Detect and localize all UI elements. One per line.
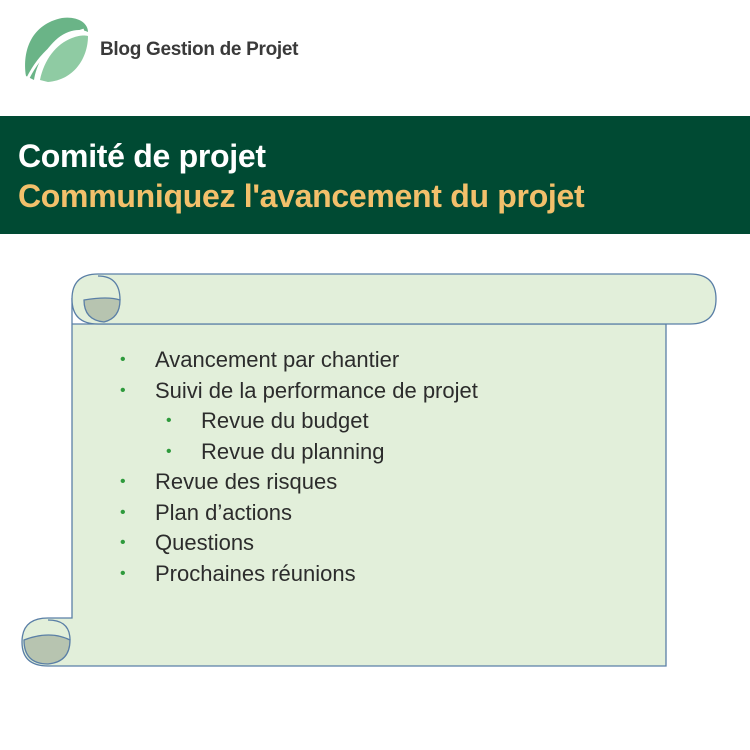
bullet-icon: • [166,412,172,429]
bullet-icon: • [120,503,126,521]
list-item: • Avancement par chantier [120,345,478,376]
bullet-icon: • [120,473,126,490]
bullet-icon: • [120,381,126,399]
page-title: Comité de projet [18,138,266,174]
bullet-icon: • [120,351,126,368]
sub-list-item: • Revue du planning [120,437,478,468]
list-item: • Revue des risques [120,467,478,498]
sub-list-item: • Revue du budget [120,406,478,437]
agenda-list [120,345,478,589]
list-item: • Prochaines réunions [120,559,478,590]
list-item: • Questions [120,528,478,559]
brand-name: Blog Gestion de Projet [100,39,299,60]
bullet-icon: • [120,564,126,582]
bullet-icon: • [120,534,126,551]
bullet-icon: • [166,442,172,460]
scroll-top-roll [72,274,716,324]
page-subtitle: Communiquez l'avancement du projet [18,178,585,214]
list-item: • Suivi de la performance de projet [120,376,478,407]
list-item: • Plan d’actions [120,498,478,529]
